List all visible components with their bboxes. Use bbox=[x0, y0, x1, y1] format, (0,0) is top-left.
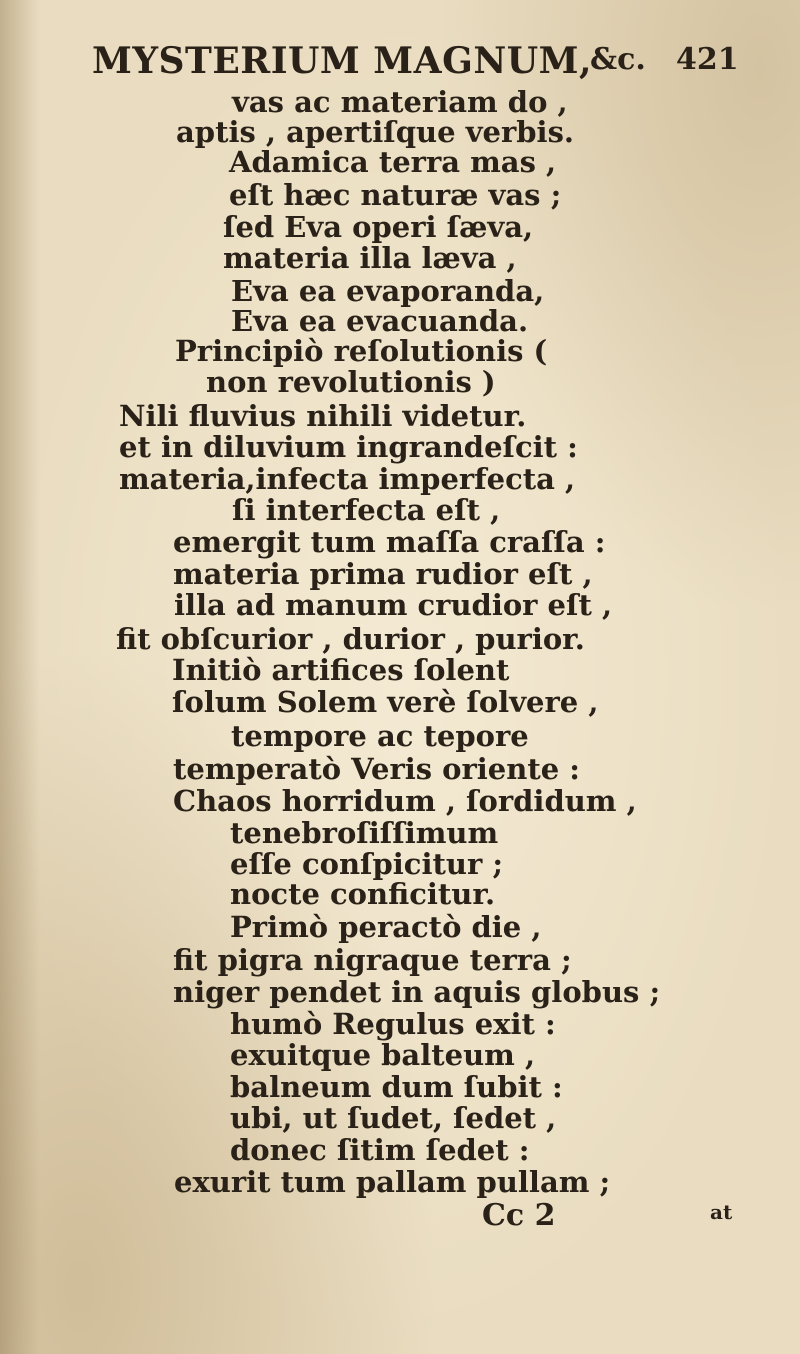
verse-line: materia prima rudior eſt , bbox=[173, 557, 593, 591]
verse-line: tenebroſiſſimum bbox=[230, 816, 499, 850]
verse-line: donec ſitim ſedet : bbox=[230, 1133, 530, 1167]
verse-line: Principiò reſolutionis ( bbox=[175, 334, 548, 368]
page-number: 421 bbox=[676, 42, 739, 77]
verse-line: eſt hæc naturæ vas ; bbox=[229, 178, 562, 212]
verse-line: materia illa læva , bbox=[223, 241, 517, 275]
verse-line: Adamica terra mas , bbox=[229, 145, 557, 179]
verse-line: Nili fluvius nihili videtur. bbox=[119, 399, 527, 433]
running-head-etc: &c. bbox=[590, 42, 646, 77]
running-head-title: MYSTERIUM MAGNUM, bbox=[92, 40, 593, 82]
verse-line: vas ac materiam do , bbox=[232, 85, 568, 119]
verse-line: Primò peractò die , bbox=[230, 910, 542, 944]
verse-line: ubi, ut ſudet, ſedet , bbox=[230, 1101, 557, 1135]
verse-line: et in diluvium ingrandeſcit : bbox=[119, 430, 578, 464]
verse-line: Eva ea evaporanda, bbox=[231, 274, 545, 308]
verse-line: fit obſcurior , durior , purior. bbox=[116, 622, 585, 656]
verse-line: non revolutionis ) bbox=[206, 365, 496, 399]
verse-line: Initiò artifices ſolent bbox=[172, 653, 510, 687]
verse-line: tempore ac tepore bbox=[231, 719, 529, 753]
verse-line: illa ad manum crudior eſt , bbox=[174, 588, 613, 622]
verse-line: ſi interfecta eſt , bbox=[232, 493, 501, 527]
signature-mark: Cc 2 bbox=[482, 1198, 556, 1233]
verse-line: temperatò Veris oriente : bbox=[173, 752, 580, 786]
verse-line: humò Regulus exit : bbox=[230, 1007, 556, 1041]
verse-line: materia,infecta imperfecta , bbox=[119, 462, 576, 496]
verse-line: Chaos horridum , ſordidum , bbox=[173, 784, 637, 818]
running-head bbox=[92, 40, 772, 90]
verse-line: nocte conficitur. bbox=[230, 877, 496, 911]
verse-line: eſſe conſpicitur ; bbox=[230, 847, 504, 881]
verse-line: emergit tum maſſa craſſa : bbox=[173, 525, 606, 559]
catchword-mark: at bbox=[710, 1200, 733, 1224]
verse-line: exurit tum pallam pullam ; bbox=[174, 1165, 611, 1199]
verse-line: exuitque balteum , bbox=[230, 1038, 536, 1072]
verse-line: aptis , apertiſque verbis. bbox=[176, 115, 574, 149]
verse-line: niger pendet in aquis globus ; bbox=[173, 975, 661, 1009]
page-gutter-shadow bbox=[0, 0, 40, 1354]
verse-line: Eva ea evacuanda. bbox=[231, 304, 529, 338]
verse-line: balneum dum ſubit : bbox=[230, 1070, 563, 1104]
verse-line: fit pigra nigraque terra ; bbox=[173, 943, 572, 977]
verse-line: ſed Eva operi ſæva, bbox=[223, 210, 534, 244]
verse-line: ſolum Solem verè ſolvere , bbox=[172, 685, 599, 719]
